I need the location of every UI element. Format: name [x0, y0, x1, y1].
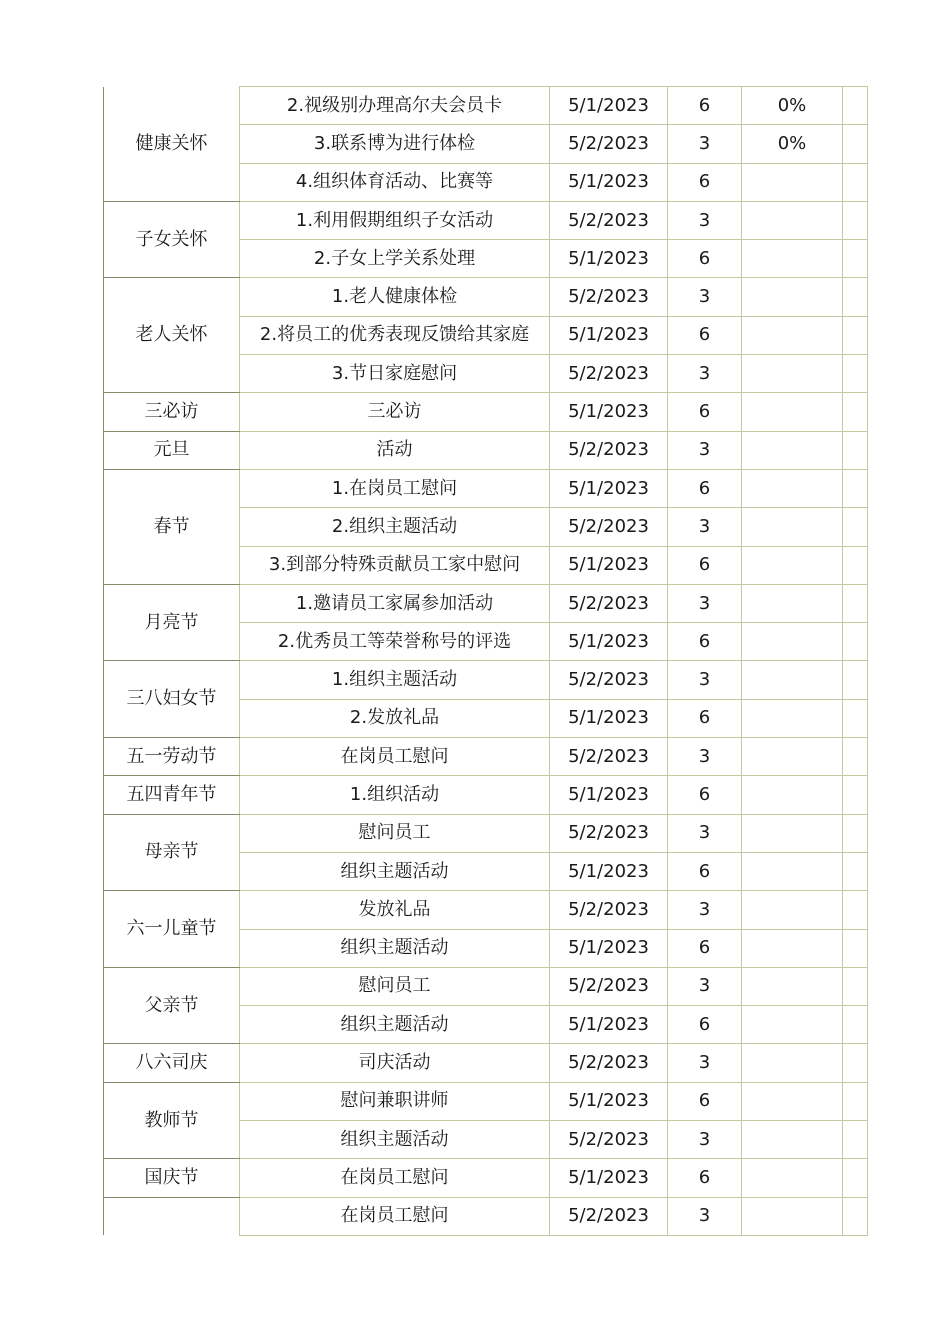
empty-cell: [843, 776, 868, 814]
percent-cell: 0%: [742, 87, 843, 125]
percent-cell: [742, 1044, 843, 1082]
percent-cell: [742, 316, 843, 354]
empty-cell: [843, 661, 868, 699]
percent-cell: 0%: [742, 125, 843, 163]
date-cell: 5/2/2023: [550, 278, 668, 316]
count-cell: 3: [668, 814, 742, 852]
table-row: [104, 431, 868, 469]
count-cell: 6: [668, 316, 742, 354]
date-cell: 5/1/2023: [550, 699, 668, 737]
percent-cell: [742, 393, 843, 431]
percent-cell: [742, 201, 843, 239]
date-cell: 5/1/2023: [550, 852, 668, 890]
date-cell: 5/2/2023: [550, 891, 668, 929]
count-cell: 3: [668, 125, 742, 163]
date-cell: 5/1/2023: [550, 393, 668, 431]
item-cell: 2.将员工的优秀表现反馈给其家庭: [240, 316, 550, 354]
date-cell: 5/2/2023: [550, 355, 668, 393]
item-cell: 发放礼品: [240, 891, 550, 929]
item-cell: 1.邀请员工家属参加活动: [240, 584, 550, 622]
table-row: [104, 891, 868, 929]
percent-cell: [742, 929, 843, 967]
table-row: [104, 967, 868, 1005]
category-cell: [104, 1197, 240, 1235]
count-cell: 3: [668, 584, 742, 622]
empty-cell: [843, 240, 868, 278]
date-cell: 5/2/2023: [550, 738, 668, 776]
date-cell: 5/1/2023: [550, 1159, 668, 1197]
category-cell: 六一儿童节: [104, 891, 240, 968]
count-cell: 3: [668, 891, 742, 929]
count-cell: 3: [668, 738, 742, 776]
item-cell: 在岗员工慰问: [240, 738, 550, 776]
welfare-plan-table: [103, 86, 868, 1236]
item-cell: 2.视级别办理高尔夫会员卡: [240, 87, 550, 125]
item-cell: 组织主题活动: [240, 1121, 550, 1159]
count-cell: 3: [668, 278, 742, 316]
item-cell: 慰问员工: [240, 814, 550, 852]
date-cell: 5/1/2023: [550, 929, 668, 967]
empty-cell: [843, 1082, 868, 1120]
percent-cell: [742, 967, 843, 1005]
category-cell: 春节: [104, 469, 240, 584]
category-cell: 老人关怀: [104, 278, 240, 393]
item-cell: 4.组织体育活动、比赛等: [240, 163, 550, 201]
percent-cell: [742, 469, 843, 507]
table-row: [104, 469, 868, 507]
percent-cell: [742, 1197, 843, 1235]
percent-cell: [742, 1082, 843, 1120]
empty-cell: [843, 891, 868, 929]
table-row: [104, 1044, 868, 1082]
table-row: [104, 776, 868, 814]
item-cell: 慰问员工: [240, 967, 550, 1005]
count-cell: 6: [668, 1082, 742, 1120]
percent-cell: [742, 776, 843, 814]
percent-cell: [742, 431, 843, 469]
count-cell: 6: [668, 929, 742, 967]
date-cell: 5/1/2023: [550, 316, 668, 354]
table-body: [104, 87, 868, 1236]
count-cell: 3: [668, 1121, 742, 1159]
empty-cell: [843, 1121, 868, 1159]
count-cell: 3: [668, 661, 742, 699]
empty-cell: [843, 1006, 868, 1044]
item-cell: 2.组织主题活动: [240, 508, 550, 546]
percent-cell: [742, 240, 843, 278]
date-cell: 5/1/2023: [550, 87, 668, 125]
category-cell: 元旦: [104, 431, 240, 469]
item-cell: 1.组织活动: [240, 776, 550, 814]
percent-cell: [742, 814, 843, 852]
empty-cell: [843, 1044, 868, 1082]
percent-cell: [742, 278, 843, 316]
date-cell: 5/2/2023: [550, 967, 668, 1005]
count-cell: 6: [668, 623, 742, 661]
item-cell: 1.利用假期组织子女活动: [240, 201, 550, 239]
count-cell: 3: [668, 201, 742, 239]
empty-cell: [843, 393, 868, 431]
date-cell: 5/2/2023: [550, 1197, 668, 1235]
empty-cell: [843, 1197, 868, 1235]
empty-cell: [843, 87, 868, 125]
count-cell: 6: [668, 163, 742, 201]
percent-cell: [742, 546, 843, 584]
count-cell: 6: [668, 240, 742, 278]
table-row: [104, 814, 868, 852]
date-cell: 5/1/2023: [550, 240, 668, 278]
item-cell: 组织主题活动: [240, 929, 550, 967]
empty-cell: [843, 738, 868, 776]
empty-cell: [843, 584, 868, 622]
table-row: [104, 278, 868, 316]
count-cell: 6: [668, 1006, 742, 1044]
count-cell: 6: [668, 852, 742, 890]
item-cell: 在岗员工慰问: [240, 1159, 550, 1197]
percent-cell: [742, 508, 843, 546]
date-cell: 5/1/2023: [550, 1006, 668, 1044]
date-cell: 5/2/2023: [550, 584, 668, 622]
item-cell: 活动: [240, 431, 550, 469]
date-cell: 5/1/2023: [550, 163, 668, 201]
table-row: [104, 1197, 868, 1235]
item-cell: 组织主题活动: [240, 1006, 550, 1044]
empty-cell: [843, 125, 868, 163]
percent-cell: [742, 699, 843, 737]
percent-cell: [742, 355, 843, 393]
table-row: [104, 201, 868, 239]
percent-cell: [742, 1006, 843, 1044]
empty-cell: [843, 201, 868, 239]
date-cell: 5/2/2023: [550, 201, 668, 239]
empty-cell: [843, 278, 868, 316]
item-cell: 1.老人健康体检: [240, 278, 550, 316]
category-cell: 健康关怀: [104, 87, 240, 202]
empty-cell: [843, 1159, 868, 1197]
item-cell: 在岗员工慰问: [240, 1197, 550, 1235]
count-cell: 3: [668, 431, 742, 469]
date-cell: 5/2/2023: [550, 1044, 668, 1082]
empty-cell: [843, 469, 868, 507]
item-cell: 3.联系博为进行体检: [240, 125, 550, 163]
count-cell: 3: [668, 1044, 742, 1082]
category-cell: 三八妇女节: [104, 661, 240, 738]
percent-cell: [742, 891, 843, 929]
item-cell: 司庆活动: [240, 1044, 550, 1082]
date-cell: 5/2/2023: [550, 508, 668, 546]
date-cell: 5/1/2023: [550, 469, 668, 507]
item-cell: 三必访: [240, 393, 550, 431]
empty-cell: [843, 929, 868, 967]
date-cell: 5/2/2023: [550, 431, 668, 469]
count-cell: 3: [668, 1197, 742, 1235]
date-cell: 5/1/2023: [550, 546, 668, 584]
date-cell: 5/1/2023: [550, 776, 668, 814]
date-cell: 5/2/2023: [550, 125, 668, 163]
category-cell: 父亲节: [104, 967, 240, 1044]
percent-cell: [742, 1121, 843, 1159]
table-row: [104, 393, 868, 431]
empty-cell: [843, 546, 868, 584]
empty-cell: [843, 699, 868, 737]
item-cell: 组织主题活动: [240, 852, 550, 890]
empty-cell: [843, 967, 868, 1005]
category-cell: 三必访: [104, 393, 240, 431]
percent-cell: [742, 623, 843, 661]
table-row: [104, 661, 868, 699]
percent-cell: [742, 852, 843, 890]
category-cell: 母亲节: [104, 814, 240, 891]
item-cell: 1.组织主题活动: [240, 661, 550, 699]
count-cell: 6: [668, 469, 742, 507]
category-cell: 五一劳动节: [104, 738, 240, 776]
count-cell: 6: [668, 393, 742, 431]
count-cell: 3: [668, 967, 742, 1005]
date-cell: 5/1/2023: [550, 1082, 668, 1120]
count-cell: 3: [668, 355, 742, 393]
count-cell: 6: [668, 546, 742, 584]
percent-cell: [742, 738, 843, 776]
empty-cell: [843, 355, 868, 393]
date-cell: 5/2/2023: [550, 1121, 668, 1159]
table-row: [104, 1159, 868, 1197]
empty-cell: [843, 508, 868, 546]
count-cell: 6: [668, 1159, 742, 1197]
item-cell: 慰问兼职讲师: [240, 1082, 550, 1120]
date-cell: 5/2/2023: [550, 814, 668, 852]
empty-cell: [843, 814, 868, 852]
percent-cell: [742, 661, 843, 699]
percent-cell: [742, 584, 843, 622]
table-row: [104, 1082, 868, 1120]
date-cell: 5/2/2023: [550, 661, 668, 699]
table-row: [104, 738, 868, 776]
item-cell: 3.到部分特殊贡献员工家中慰问: [240, 546, 550, 584]
item-cell: 2.子女上学关系处理: [240, 240, 550, 278]
table-row: [104, 584, 868, 622]
item-cell: 3.节日家庭慰问: [240, 355, 550, 393]
category-cell: 八六司庆: [104, 1044, 240, 1082]
percent-cell: [742, 163, 843, 201]
count-cell: 3: [668, 508, 742, 546]
category-cell: 五四青年节: [104, 776, 240, 814]
empty-cell: [843, 623, 868, 661]
empty-cell: [843, 852, 868, 890]
item-cell: 2.优秀员工等荣誉称号的评选: [240, 623, 550, 661]
item-cell: 1.在岗员工慰问: [240, 469, 550, 507]
table-row: [104, 87, 868, 125]
category-cell: 教师节: [104, 1082, 240, 1159]
count-cell: 6: [668, 87, 742, 125]
count-cell: 6: [668, 776, 742, 814]
category-cell: 国庆节: [104, 1159, 240, 1197]
item-cell: 2.发放礼品: [240, 699, 550, 737]
empty-cell: [843, 163, 868, 201]
percent-cell: [742, 1159, 843, 1197]
count-cell: 6: [668, 699, 742, 737]
date-cell: 5/1/2023: [550, 623, 668, 661]
category-cell: 月亮节: [104, 584, 240, 661]
empty-cell: [843, 431, 868, 469]
category-cell: 子女关怀: [104, 201, 240, 278]
empty-cell: [843, 316, 868, 354]
